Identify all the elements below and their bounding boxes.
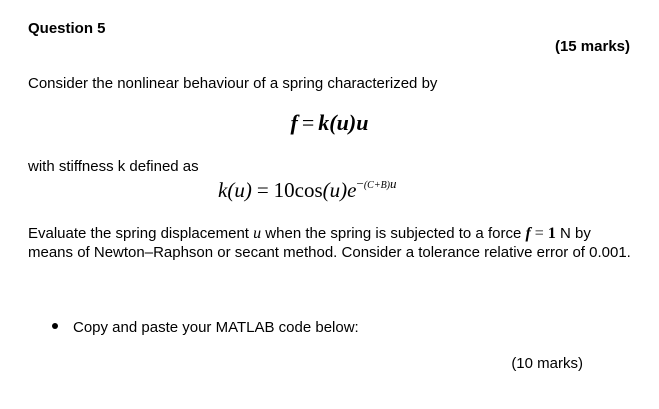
total-marks: (15 marks) — [554, 38, 630, 55]
eq2-coef: 10 — [273, 178, 295, 202]
eq2-lhs: k(u) — [218, 178, 252, 202]
eq2-exp-minus: − — [356, 176, 364, 191]
eq2-base: e — [347, 178, 357, 202]
intro-text: Consider the nonlinear behaviour of a spring characterized by — [28, 75, 438, 92]
para-var-u: u — [253, 225, 262, 242]
bullet-dot-icon — [52, 323, 58, 329]
para-part2: when the spring is subjected to a force — [261, 225, 526, 242]
eq2-exp-paren: (C+B) — [363, 180, 391, 191]
eq2-equals: = — [256, 178, 269, 202]
eq2-exp-var: u — [390, 176, 397, 191]
eq1-u: u — [356, 110, 369, 135]
stiffness-label: with stiffness k defined as — [28, 158, 199, 175]
question-heading: Question 5 — [28, 20, 106, 37]
para-part3: by means of Newton–Raphson or secant method. Consider a tolerance relative error of 0.001. — [28, 225, 631, 261]
task-paragraph — [28, 224, 633, 262]
eq2-arg: (u) — [322, 178, 348, 202]
eq2-exponent — [356, 176, 396, 191]
eq1-equals: = — [301, 110, 315, 135]
para-var-f: f — [525, 225, 531, 242]
eq1-lhs: f — [290, 110, 298, 135]
force-equation — [0, 110, 659, 136]
para-part1: Evaluate the spring displacement — [28, 225, 254, 242]
eq1-k: k — [318, 110, 330, 135]
eq1-arg: (u) — [329, 110, 357, 135]
bullet-item — [52, 318, 359, 337]
eq2-func: cos — [294, 178, 323, 202]
bullet-text: Copy and paste your MATLAB code below: — [73, 319, 359, 336]
part-marks: (10 marks) — [511, 355, 583, 372]
stiffness-equation — [218, 176, 397, 203]
para-num: 1 — [547, 225, 556, 242]
para-eq: = — [530, 225, 548, 242]
para-unit: N — [555, 225, 571, 242]
